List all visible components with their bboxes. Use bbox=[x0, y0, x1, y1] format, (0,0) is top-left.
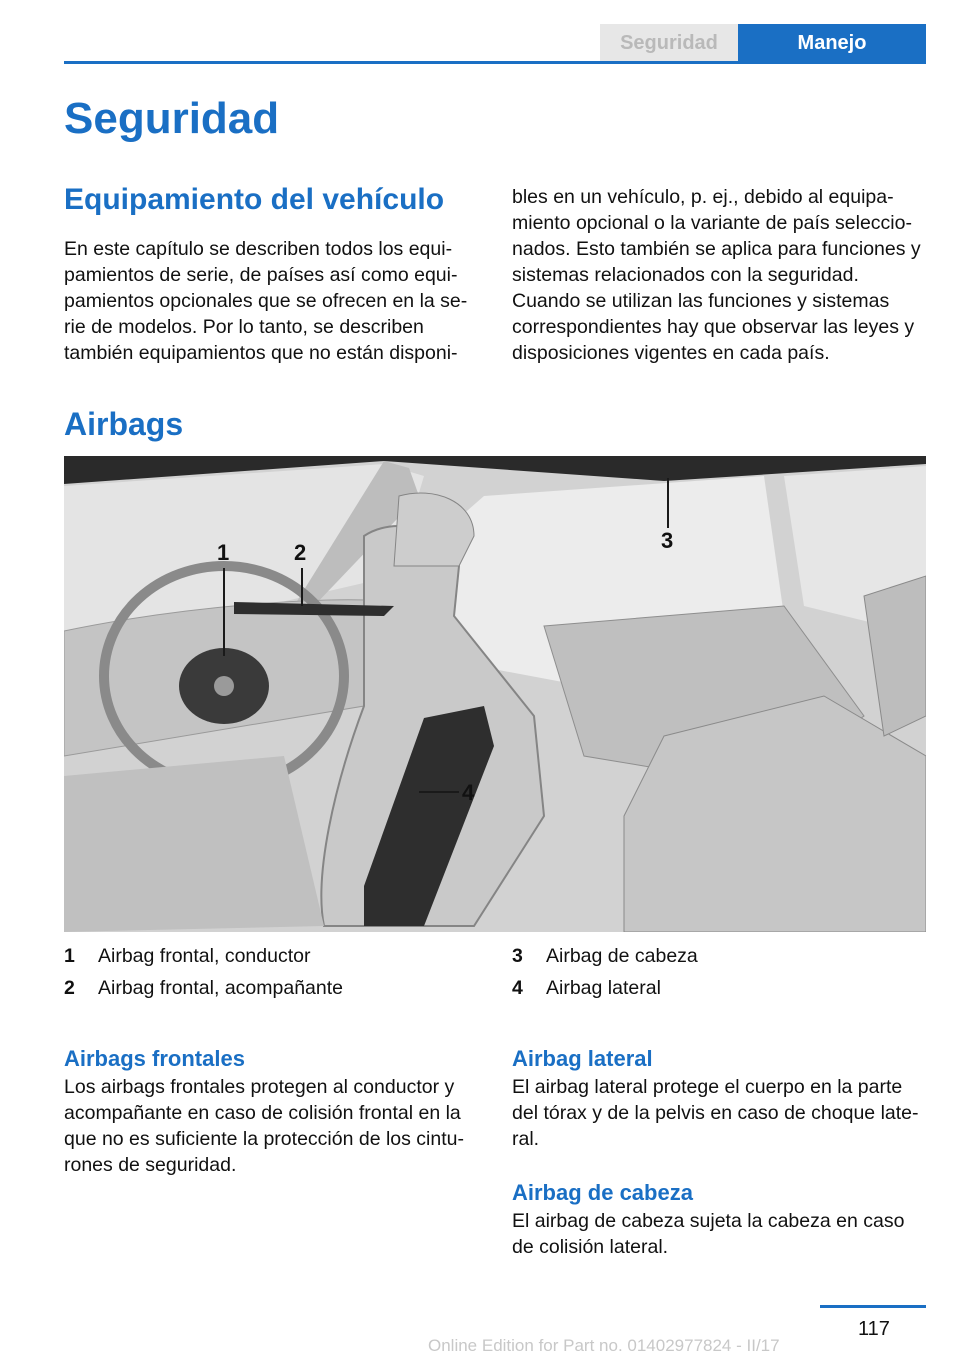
header-tab-chapter: Manejo bbox=[738, 24, 926, 62]
intro-line: Cuando se utilizan las funciones y sistemas bbox=[512, 290, 890, 312]
lateral-line: del tórax y de la pelvis en caso de choque late- bbox=[512, 1102, 919, 1124]
lateral-title: Airbag lateral bbox=[512, 1046, 653, 1071]
headrest bbox=[394, 493, 474, 566]
legend-number: 4 bbox=[512, 977, 523, 999]
rear-headrest bbox=[864, 576, 926, 736]
intro-line: En este capítulo se describen todos los equi- bbox=[64, 238, 453, 260]
lateral-line: El airbag lateral protege el cuerpo en la parte bbox=[512, 1076, 903, 1098]
cabeza-title: Airbag de cabeza bbox=[512, 1180, 693, 1205]
floor-mat bbox=[64, 756, 324, 932]
legend-number: 2 bbox=[64, 977, 75, 999]
intro-line: miento opcional o la variante de país seleccio- bbox=[512, 212, 912, 234]
page-number: 117 bbox=[858, 1318, 890, 1340]
legend-label: Airbag frontal, acompañante bbox=[98, 977, 343, 999]
header-tab-section: Seguridad bbox=[600, 24, 738, 62]
frontales-line: acompañante en caso de colisión frontal en la bbox=[64, 1102, 461, 1124]
legend-number: 1 bbox=[64, 945, 75, 967]
intro-line: sistemas relacionados con la seguridad. bbox=[512, 264, 859, 286]
lateral-line: ral. bbox=[512, 1128, 540, 1150]
lateral-section bbox=[512, 1046, 926, 1152]
frontales-line: que no es suficiente la protección de los cintu- bbox=[64, 1128, 464, 1150]
cabeza-line: de colisión lateral. bbox=[512, 1236, 669, 1258]
legend-label: Airbag de cabeza bbox=[546, 945, 698, 967]
header-rule bbox=[64, 61, 926, 64]
footer-rule bbox=[820, 1305, 926, 1308]
page-title: Seguridad bbox=[64, 94, 280, 143]
cabeza-line: El airbag de cabeza sujeta la cabeza en caso bbox=[512, 1210, 905, 1232]
intro-line: rie de modelos. Por lo tanto, se describen bbox=[64, 316, 424, 338]
footer-edition: Online Edition for Part no. 01402977824 - II/17 bbox=[428, 1336, 780, 1355]
legend-item bbox=[512, 945, 698, 968]
callout-4: 4 bbox=[462, 780, 475, 805]
intro-line: también equipamientos que no están disponi- bbox=[64, 342, 458, 364]
callout-3: 3 bbox=[661, 528, 674, 553]
intro-line: bles en un vehículo, p. ej., debido al equipa- bbox=[512, 186, 894, 208]
airbags-title: Airbags bbox=[64, 406, 184, 442]
legend-label: Airbag lateral bbox=[546, 977, 661, 999]
legend-number: 3 bbox=[512, 945, 523, 967]
callout-2: 2 bbox=[294, 540, 307, 565]
airbag-figure bbox=[64, 456, 926, 932]
intro-left-column bbox=[64, 236, 476, 366]
intro-right-column bbox=[512, 184, 926, 366]
cabeza-section bbox=[512, 1180, 926, 1260]
intro-line: nados. Esto también se aplica para funciones y bbox=[512, 238, 921, 260]
legend-item bbox=[64, 945, 310, 968]
intro-line: pamientos opcionales que se ofrecen en la se- bbox=[64, 290, 468, 312]
intro-line: correspondientes hay que observar las leyes y bbox=[512, 316, 915, 338]
intro-line: pamientos de serie, de países así como equi- bbox=[64, 264, 458, 286]
legend-label: Airbag frontal, conductor bbox=[98, 945, 311, 967]
frontales-line: rones de seguridad. bbox=[64, 1154, 237, 1176]
callout-1: 1 bbox=[217, 540, 230, 565]
vehicle-interior-illustration bbox=[64, 456, 926, 932]
legend-item bbox=[512, 977, 661, 1000]
intro-line: disposiciones vigentes en cada país. bbox=[512, 342, 830, 364]
frontales-line: Los airbags frontales protegen al conductor y bbox=[64, 1076, 455, 1098]
legend-item bbox=[64, 977, 343, 1000]
frontales-section bbox=[64, 1046, 476, 1178]
section-title: Equipamiento del vehículo bbox=[64, 183, 445, 216]
frontales-title: Airbags frontales bbox=[64, 1046, 245, 1071]
steering-logo bbox=[214, 676, 234, 696]
